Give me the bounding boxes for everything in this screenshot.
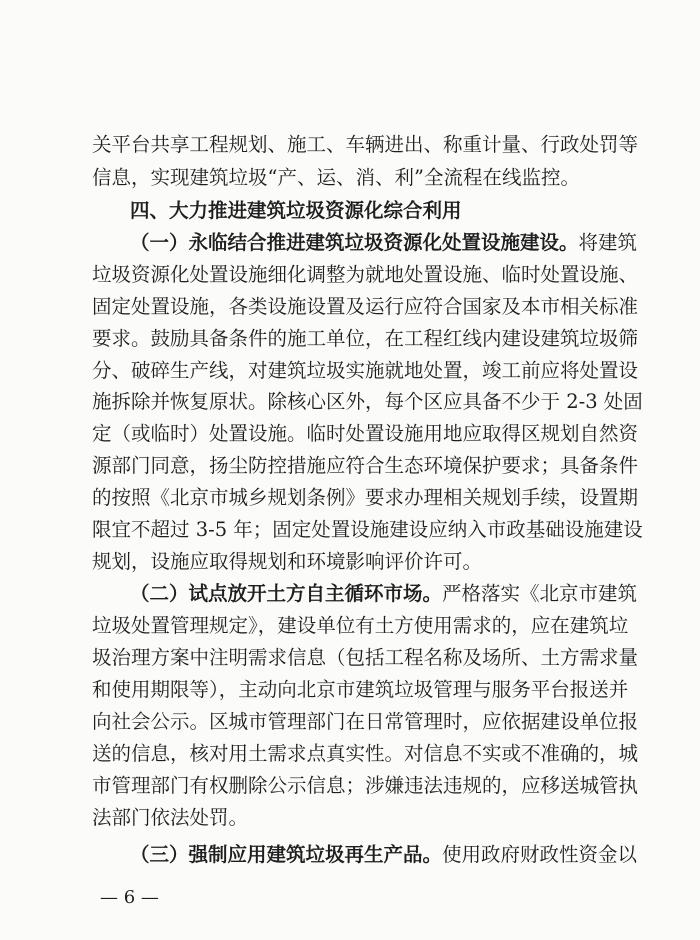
paragraph-lead: （一）永临结合推进建筑垃圾资源化处置设施建设。 <box>130 231 579 254</box>
paragraph-lead: （三）强制应用建筑垃圾再生产品。 <box>130 843 443 866</box>
body-line: 限宜不超过 3-5 年；固定处置设施建设应纳入市政基础设施建设 <box>92 518 643 541</box>
paragraph-text: 使用政府财政性资金以 <box>442 843 638 866</box>
paragraph-text: 将建筑 <box>578 231 638 254</box>
body-line: 分、破碎生产线，对建筑垃圾实施就地处置，竣工前应将处置设 <box>92 359 639 382</box>
body-line: 固定处置设施，各类设施设置及运行应符合国家及本市相关标准 <box>92 295 639 318</box>
paragraph-lead: （二）试点放开土方自主循环市场。 <box>130 582 443 605</box>
body-line: 垃圾处置管理规定》，建设单位有土方使用需求的，应在建筑垃 <box>92 614 629 637</box>
paragraph-text: 严格落实《北京市建筑 <box>442 582 638 605</box>
page-number: — 6 — <box>100 887 159 908</box>
body-line: 信息，实现建筑垃圾“产、运、消、利”全流程在线监控。 <box>92 166 580 189</box>
body-line: 要求。鼓励具备条件的施工单位，在工程红线内建设建筑垃圾筛 <box>92 327 639 350</box>
body-line: 源部门同意，扬尘防控措施应符合生态环境保护要求；具备条件 <box>92 454 639 477</box>
paragraph-first-line <box>130 581 638 607</box>
body-line: 法部门依法处罚。 <box>92 806 249 829</box>
body-line: 向社会公示。区城市管理部门在日常管理时，应依据建设单位报 <box>92 710 639 733</box>
body-line: 施拆除并恢复原状。除核心区外，每个区应具备不少于 2-3 处固 <box>92 390 643 413</box>
body-line: 市管理部门有权删除公示信息；涉嫌违法违规的，应移送城管执 <box>92 774 639 797</box>
paragraph-first-line <box>130 230 638 256</box>
body-line: 的按照《北京市城乡规划条例》要求办理相关规划手续，设置期 <box>92 486 639 509</box>
body-line: 和使用期限等），主动向北京市建筑垃圾管理与服务平台报送并 <box>92 678 629 701</box>
body-line: 规划，设施应取得规划和环境影响评价许可。 <box>92 550 483 573</box>
paragraph-first-line <box>130 842 638 868</box>
body-line: 圾治理方案中注明需求信息（包括工程名称及场所、土方需求量 <box>92 646 639 669</box>
body-line: 送的信息，核对用土需求点真实性。对信息不实或不准确的，城 <box>92 742 639 765</box>
section-heading: 四、大力推进建筑垃圾资源化综合利用 <box>130 199 462 222</box>
body-line: 关平台共享工程规划、施工、车辆进出、称重计量、行政处罚等 <box>92 133 639 156</box>
body-line: 定（或临时）处置设施。临时处置设施用地应取得区规划自然资 <box>92 422 639 445</box>
body-line: 垃圾资源化处置设施细化调整为就地处置设施、临时处置设施、 <box>92 263 639 286</box>
